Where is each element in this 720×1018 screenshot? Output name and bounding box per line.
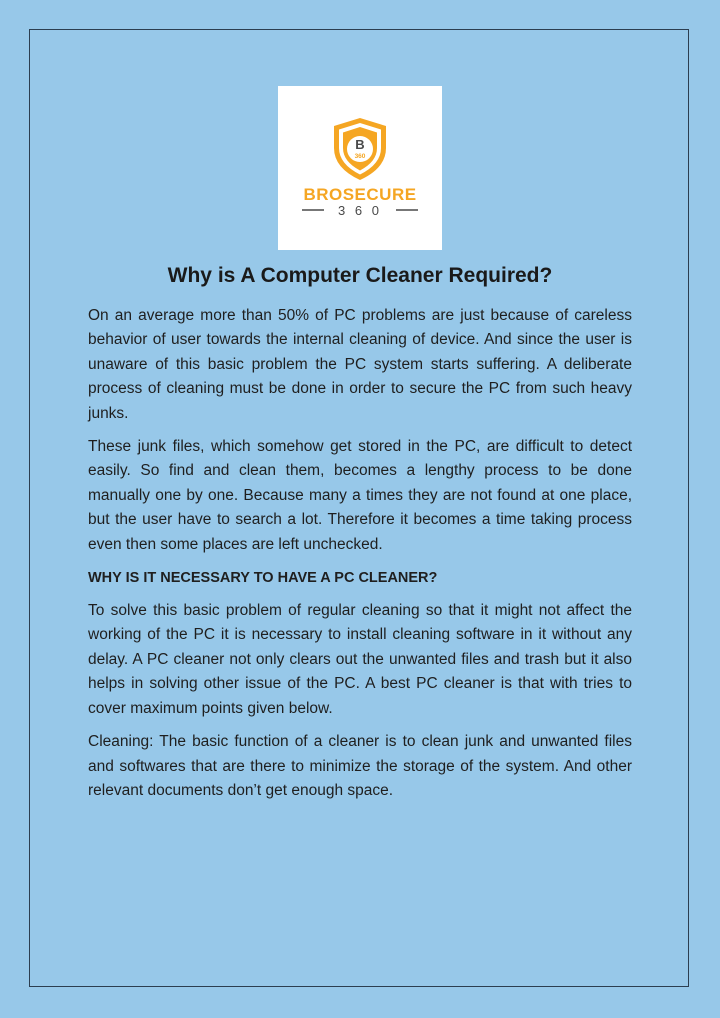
badge-letter: B [355, 137, 365, 152]
article [88, 262, 632, 812]
article-title: Why is A Computer Cleaner Required? [167, 264, 553, 287]
brand-logo [278, 86, 442, 250]
paragraph: Cleaning: The basic function of a cleaner is to clean junk and unwanted files and softwares that are there to minimize the storage of the system. And other relevant documents don’t get enough space. [88, 733, 632, 799]
paragraph: On an average more than 50% of PC problems are just because of careless behavior of user towards the internal cleaning of device. And since the user is unaware of this basic problem the PC system starts suffering. A deliberate process of cleaning must be done in order to secure the PC from such heavy junks. [88, 307, 632, 422]
brand-subtext: 3 6 0 [338, 203, 382, 218]
section-heading: WHY IS IT NECESSARY TO HAVE A PC CLEANER? [88, 570, 438, 587]
brand-name: BROSECURE [303, 185, 417, 204]
badge-sub: 360 [354, 153, 366, 160]
paragraph: These junk files, which somehow get stored in the PC, are difficult to detect easily. So find and clean them, becomes a lengthy process to be done manually one by one. Because many a times they are not found at one place, but the user have to search a lot. Therefore it becomes a time taking process even then some places are left unchecked. [88, 438, 632, 553]
paragraph: To solve this basic problem of regular cleaning so that it might not affect the working of the PC it is necessary to install cleaning software in it without any delay. A PC cleaner not only clears out the unwanted files and trash but it also helps in solving other issue of the PC. A best PC cleaner is that with tries to cover maximum points given below. [88, 602, 632, 717]
shield-logo-icon [278, 86, 442, 250]
